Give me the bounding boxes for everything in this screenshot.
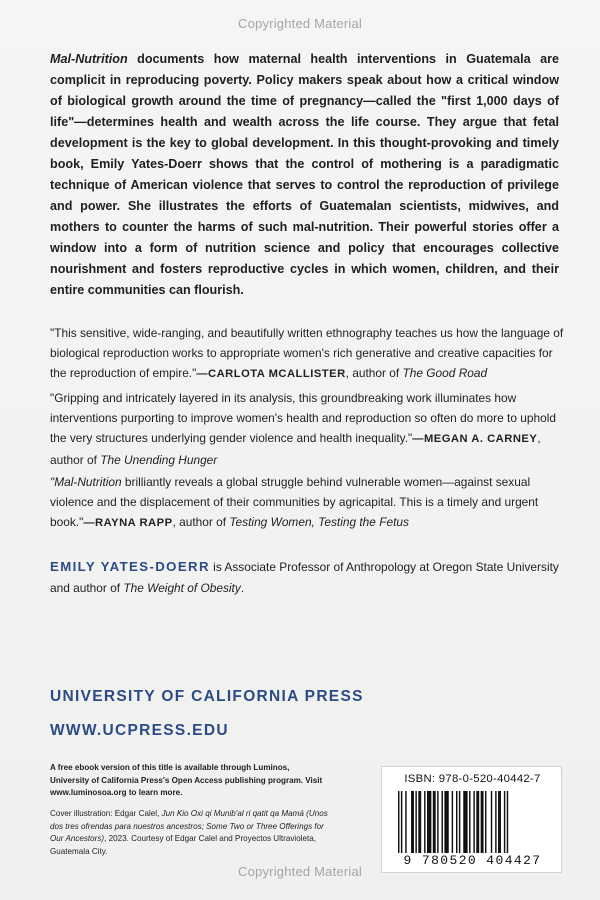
quote-text: brilliantly reveals a global struggle behind vulnerable women—against sexual violence and the displacement of their communities by agricapital. This is a timely and urgent book.": [50, 475, 539, 530]
isbn-barcode-box: [381, 766, 562, 873]
quote-book-title: The Unending Hunger: [100, 452, 218, 467]
quote-text: "This sensitive, wide-ranging, and beautifully written ethnography teaches us how the language of biological reproduction works to appropriate women's rich generative and creative capacities for the reproduction of empire.": [50, 326, 564, 381]
quote-author-of: , author of: [345, 366, 403, 381]
isbn-label: ISBN: 978-0-520-40442-7: [404, 773, 541, 785]
quote-attribution: —CARLOTA MCALLISTER: [196, 368, 346, 381]
watermark-bottom: Copyrighted Material: [238, 864, 362, 879]
book-description: [50, 49, 559, 301]
author-book-title: The Weight of Obesity: [123, 581, 241, 595]
quote-text: "Gripping and intricately layered in its analysis, this groundbreaking work illuminates how interventions purporting to improve women's health and reproduction so often do more to uphold the very structures underlying gender violence and health inequality.": [50, 391, 556, 446]
author-name: EMILY YATES-DOERR: [50, 559, 210, 574]
barcode-digits: 9 780520 404427: [403, 853, 542, 868]
quote-attribution: —RAYNA RAPP: [83, 517, 173, 530]
author-bio-text: is Associate Professor of Anthropology at Oregon State University and author of: [50, 560, 559, 595]
quote-lead-italic: "Mal-Nutrition: [50, 475, 122, 489]
quote-book-title: The Good Road: [402, 366, 488, 381]
quote-author-of: , author of: [172, 515, 230, 530]
open-access-note: A free ebook version of this title is available through Luminos, University of California Press's Open Access publishing program. Visit www.luminosoa.org to learn more.: [50, 763, 323, 797]
quote-author-of: , author of: [50, 431, 541, 467]
endorsement-quote: [50, 388, 572, 470]
cover-credit-suffix: , 2023. Courtesy of Edgar Calel and Proyectos Ultravioleta, Guatemala City.: [50, 834, 317, 856]
quote-attribution: —MEGAN A. CARNEY: [412, 433, 538, 446]
author-bio: [50, 556, 572, 599]
cover-credit-prefix: Cover illustration: Edgar Calel,: [50, 809, 162, 818]
quote-book-title: Testing Women, Testing the Fetus: [229, 515, 409, 530]
publisher-url: WWW.UCPRESS.EDU: [50, 722, 229, 739]
cover-credit-title: Jun Kio Oxi qi Munib'al ri qatit qa Mamá (Unos dos tres ofrendas para nuestros ancestros; Some Two or Three Offerings for Our Ancestors): [50, 809, 328, 843]
endorsement-quote: [50, 323, 572, 385]
publisher-name: UNIVERSITY OF CALIFORNIA PRESS: [50, 688, 364, 705]
endorsement-quote: [50, 472, 572, 534]
barcode-icon: [396, 791, 549, 853]
book-title-italic: Mal-Nutrition: [50, 52, 128, 66]
author-bio-end: .: [240, 581, 245, 595]
watermark-top: Copyrighted Material: [238, 16, 362, 31]
cover-illustration-credit: [50, 808, 335, 858]
book-description-text: documents how maternal health interventions in Guatemala are complicit in reproducing poverty. Policy makers speak about how a critical window of biological growth around the time of pregnancy—called the "first 1,000 days of life"—determines health and wealth across the life course. They argue that fetal development is the key to global development. In this thought-provoking and timely book, Emily Yates-Doerr shows that the control of mothering is a paradigmatic technique of American violence that serves to control the reproduction of privilege and power. She illustrates the efforts of Guatemalan scientists, midwives, and mothers to counter the harms of such mal-nutrition. Their powerful stories offer a window into a form of nutrition science and policy that encourages collective nourishment and fosters reproductive cycles in which women, children, and their entire communities can flourish.: [50, 52, 559, 297]
